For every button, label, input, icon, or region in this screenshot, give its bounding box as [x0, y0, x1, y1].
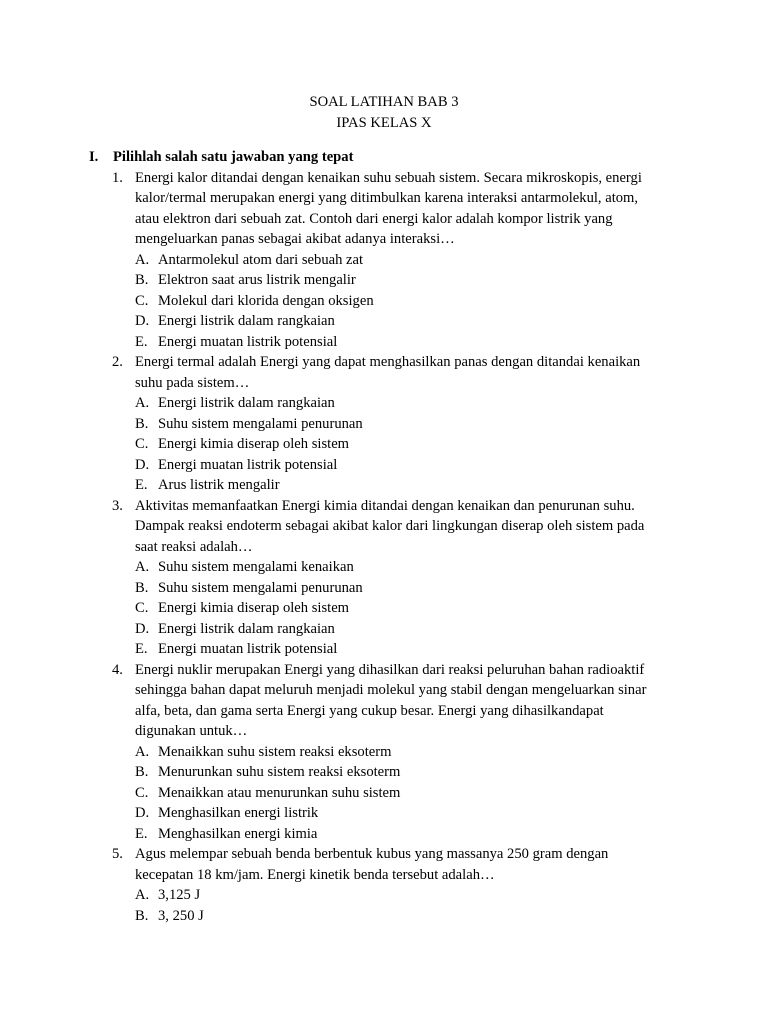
option-label: E.: [135, 333, 148, 350]
question-number: 2.: [112, 354, 123, 370]
option-text: Menaikkan suhu sistem reaksi eksoterm: [158, 743, 392, 760]
question-4: [89, 660, 689, 845]
option-list: [135, 742, 689, 845]
option-label: C.: [135, 784, 149, 801]
option-text: Energi muatan listrik potensial: [158, 456, 338, 473]
option-c: [135, 434, 689, 455]
option-e: [135, 824, 689, 845]
option-label: A.: [135, 887, 150, 903]
option-e: [135, 332, 689, 353]
option-d: [135, 803, 689, 824]
section-multiple-choice: [89, 147, 689, 926]
option-text: Elektron saat arus listrik mengalir: [158, 272, 356, 288]
option-b: [135, 906, 689, 927]
question-text: Aktivitas memanfaatkan Energi kimia ditandai dengan kenaikan dan penurunan suhu. Dampak reaksi endoterm sebagai akibat kalor dari lingkungan diserap oleh sistem pada saat reaksi adalah…: [135, 497, 645, 555]
question-1: [89, 168, 689, 353]
option-b: [135, 762, 689, 783]
document-title: SOAL LATIHAN BAB 3: [309, 94, 459, 110]
question-text: Energi termal adalah Energi yang dapat menghasilkan panas dengan ditandai kenaikan suhu pada sistem…: [135, 354, 641, 391]
question-2: [89, 352, 689, 496]
option-text: 3, 250 J: [158, 907, 204, 924]
question-5: [89, 844, 689, 926]
option-text: Energi kimia diserap oleh sistem: [158, 600, 350, 616]
option-label: C.: [135, 436, 149, 452]
option-text: Menghasilkan energi listrik: [158, 805, 319, 821]
option-a: [135, 885, 689, 906]
question-number: 3.: [112, 497, 123, 514]
section-number: I.: [89, 149, 99, 165]
question-text: Energi nuklir merupakan Energi yang dihasilkan dari reaksi peluruhan bahan radioaktif sehingga bahan dapat meluruh menjadi molekul yang stabil dengan mengeluarkan sinar alfa, beta, dan gama serta Energi yang cukup besar. Energi yang dihasilkandapat digunakan untuk…: [135, 661, 647, 739]
option-label: C.: [135, 600, 149, 616]
option-text: Energi muatan listrik potensial: [158, 641, 338, 657]
option-a: [135, 742, 689, 763]
option-b: [135, 270, 689, 291]
option-label: A.: [135, 743, 150, 760]
option-text: Suhu sistem mengalami kenaikan: [158, 559, 354, 575]
option-label: B.: [135, 907, 149, 924]
option-text: 3,125 J: [158, 887, 201, 903]
question-3: [89, 496, 689, 660]
option-label: B.: [135, 415, 149, 432]
option-a: [135, 557, 689, 578]
option-c: [135, 598, 689, 619]
option-b: [135, 414, 689, 435]
option-d: [135, 311, 689, 332]
option-text: Suhu sistem mengalami penurunan: [158, 579, 363, 596]
option-text: Menaikkan atau menurunkan suhu sistem: [158, 784, 401, 801]
question-list: [89, 168, 689, 927]
option-label: B.: [135, 272, 149, 288]
option-label: D.: [135, 456, 150, 473]
option-list: [135, 557, 689, 660]
question-text: Agus melempar sebuah benda berbentuk kubus yang massanya 250 gram dengan kecepatan 18 km/jam. Energi kinetik benda tersebut adalah…: [135, 846, 609, 883]
document-subtitle: IPAS KELAS X: [336, 115, 432, 131]
option-text: Molekul dari klorida dengan oksigen: [158, 292, 374, 309]
option-label: D.: [135, 805, 150, 821]
question-number: 5.: [112, 846, 123, 862]
option-label: D.: [135, 313, 150, 329]
section-heading: [89, 147, 689, 168]
option-text: Suhu sistem mengalami penurunan: [158, 415, 363, 432]
option-label: A.: [135, 559, 150, 575]
option-e: [135, 639, 689, 660]
option-c: [135, 291, 689, 312]
option-d: [135, 455, 689, 476]
option-label: B.: [135, 579, 149, 596]
option-label: A.: [135, 395, 150, 411]
option-label: E.: [135, 477, 148, 493]
section-instruction: Pilihlah salah satu jawaban yang tepat: [113, 149, 354, 165]
option-text: Menghasilkan energi kimia: [158, 825, 318, 842]
question-number: 4.: [112, 661, 123, 678]
question-number: 1.: [112, 169, 123, 186]
option-label: E.: [135, 825, 148, 842]
option-text: Menurunkan suhu sistem reaksi eksoterm: [158, 764, 401, 780]
option-a: [135, 393, 689, 414]
option-list: [135, 393, 689, 496]
option-label: C.: [135, 292, 149, 309]
option-label: D.: [135, 620, 150, 637]
option-list: [135, 250, 689, 353]
option-text: Arus listrik mengalir: [158, 477, 280, 493]
option-text: Energi listrik dalam rangkaian: [158, 313, 335, 329]
option-label: E.: [135, 641, 148, 657]
option-text: Antarmolekul atom dari sebuah zat: [158, 251, 364, 268]
option-d: [135, 619, 689, 640]
option-b: [135, 578, 689, 599]
question-text: Energi kalor ditandai dengan kenaikan suhu sebuah sistem. Secara mikroskopis, energi kalor/termal merupakan energi yang ditimbulkan karena interaksi antarmolekul, atom, atau elektron dari sebuah zat. Contoh dari energi kalor adalah kompor listrik yang mengeluarkan panas sebagai akibat adanya interaksi…: [135, 169, 642, 247]
option-c: [135, 783, 689, 804]
option-label: B.: [135, 764, 149, 780]
option-text: Energi muatan listrik potensial: [158, 333, 338, 350]
option-text: Energi kimia diserap oleh sistem: [158, 436, 350, 452]
option-a: [135, 250, 689, 271]
option-text: Energi listrik dalam rangkaian: [158, 395, 335, 411]
option-text: Energi listrik dalam rangkaian: [158, 620, 335, 637]
option-label: A.: [135, 251, 150, 268]
option-list: [135, 885, 689, 926]
option-e: [135, 475, 689, 496]
